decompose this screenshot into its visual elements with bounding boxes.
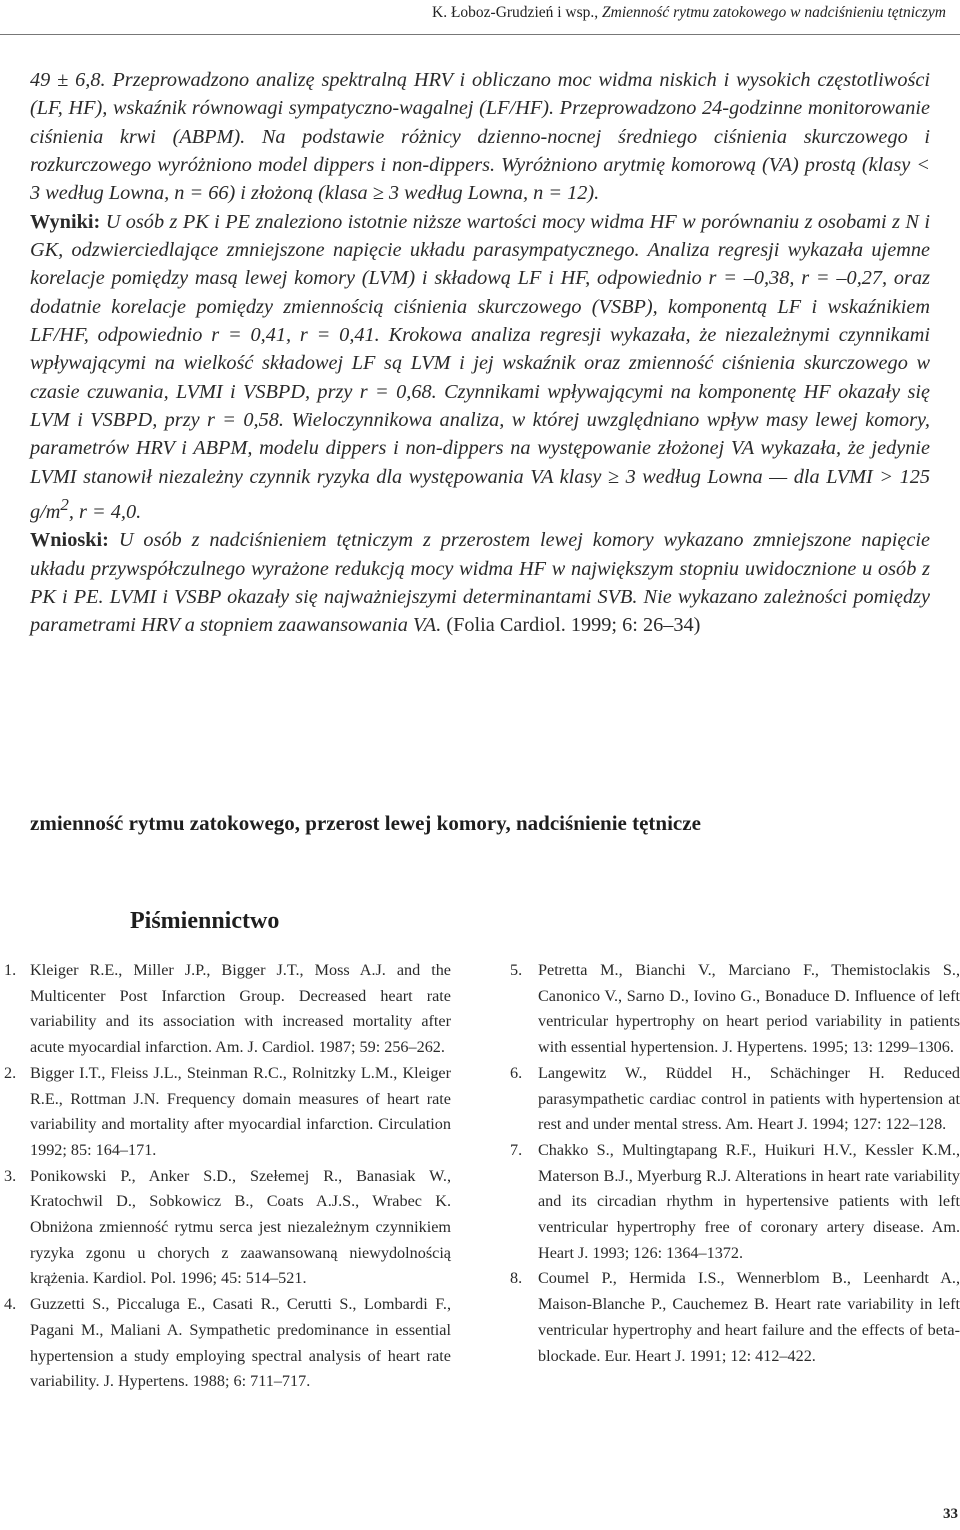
keywords: zmienność rytmu zatokowego, przerost lewej komory, nadciśnienie tętnicze [30,811,701,835]
results-label: Wyniki: [30,210,101,233]
reference-item [510,1138,960,1267]
references-left-column [0,958,451,1395]
reference-text: Kleiger R.E., Miller J.P., Bigger J.T., Moss A.J. and the Multicenter Post Infarction Group. Decreased heart rate variability and its association with increased mortality after acute myocardial infarction. Am. J. Cardiol. 1987; 59: 256–262. [30,961,451,1057]
results-end: , r = 4,0. [68,500,142,523]
reference-item [0,1292,451,1395]
reference-text: Ponikowski P., Anker S.D., Szełemej R., Banasiak W., Kratochwil D., Sobkowicz B., Coats A.J.S., Wrabec K. Obniżona zmienność rytmu serca jest niezależnym czynnikiem ryzyka zgonu u chorych z zaawansowaną niewydolnością krążenia. Kardiol. Pol. 1996; 45: 514–521. [30,1166,451,1288]
reference-text: Petretta M., Bianchi V., Marciano F., Themistoclakis S., Canonico V., Sarno D., Iovino G., Bonaduce D. Influence of left ventricular hypertrophy on heart period variability in patients with essential hypertension. J. Hypertens. 1995; 13: 1299–1306. [538,961,960,1057]
reference-number: 8. [510,1269,523,1288]
citation: (Folia Cardiol. 1999; 6: 26–34) [441,614,701,637]
reference-item [510,958,960,1061]
running-head [432,4,946,22]
results-text: U osób z PK i PE znaleziono istotnie niższe wartości mocy widma HF w porównaniu z osobami z N i GK, odzwierciedlające zmniejszone napięcie układu parasympatycznego. Analiza regresji wykazała ujemne korelacje pomiędzy masą lewej komory (LVM) i składową LF i HF, odpowiednio r = –0,38, r = –0,27, oraz dodatnie korelacje pomiędzy zmiennością ciśnienia skurczowego (VSBP), komponentą LF i wskaźnikiem LF/HF, odpowiednio r = 0,41, r = 0,41. Krokowa analiza regresji wykazała, że niezależnymi czynnikami wpływającymi na wielkość składowej LF są LVM i jej wskaźnik oraz zmienność ciśnienia skurczowego w czasie czuwania, LVMI i VSBPD, przy r = 0,68. Czynnikami wpływającymi na komponentę HF okazały się LVM i VSBPD, przy r = 0,58. Wieloczynnikowa analiza, w której uwzględniano wpływ masy lewej komory, parametrów HRV i ABPM, modelu dippers i non-dippers na występowanie złożonej VA wykazała, że jedynie LVMI stanowił niezależny czynnik ryzyka dla występowania VA klasy ≥ 3 według Lowna — dla LVMI > 125 g/m [30,210,930,523]
running-head-authors: K. Łoboz-Grudzień i wsp., [432,4,603,21]
references-heading: Piśmiennictwo [130,908,280,934]
conclusions-label: Wnioski: [30,529,109,552]
reference-number: 5. [510,961,523,979]
reference-number: 2. [4,1063,17,1082]
reference-item [0,1164,451,1293]
reference-text: Chakko S., Multingtapang R.F., Huikuri H.V., Kessler K.M., Materson B.J., Myerburg R.J. Alterations in heart rate variability and its circadian rhythm in hypertensive patients with left ventricular hypertrophy free of coronary artery disease. Am. Heart J. 1993; 126: 1364–1372. [538,1140,960,1262]
results-superscript: 2 [60,495,69,515]
running-head-title: Zmienność rytmu zatokowego w nadciśnieniu tętniczym [602,4,946,21]
reference-text: Guzzetti S., Piccaluga E., Casati R., Cerutti S., Lombardi F., Pagani M., Maliani A. Sympathetic predominance in essential hypertension a study employing spectral analysis of heart rate variability. J. Hypertens. 1988; 6: 711–717. [30,1295,451,1391]
reference-text: Bigger I.T., Fleiss J.L., Steinman R.C., Rolnitzky L.M., Kleiger R.E., Rottman J.N. Frequency domain measures of heart rate variability and mortality after myocardial infarction. Circulation 1992; 85: 164–171. [30,1063,451,1159]
reference-number: 1. [4,961,17,979]
reference-item [510,1266,960,1369]
reference-number: 6. [510,1063,523,1082]
abstract [30,66,930,640]
reference-item [510,1061,960,1138]
reference-number: 4. [4,1295,17,1314]
reference-number: 7. [510,1140,523,1159]
conclusions-text: U osób z nadciśnieniem tętniczym z przerostem lewej komory wykazano zmniejszone napięcie układu przywspółczulnego wyrażone redukcją mocy widma HF w największym stopniu uwidocznione u osób z PK i PE. LVMI i VSBP okazały się najważniejszymi determinantami SVB. Nie wykazano zależności pomiędzy parametrami HRV a stopniem zaawansowania VA. [30,529,930,637]
reference-item [0,1061,451,1164]
header-rule [0,34,960,35]
reference-item [0,958,451,1061]
reference-number: 3. [4,1166,17,1185]
reference-text: Coumel P., Hermida I.S., Wennerblom B., Leenhardt A., Maison-Blanche P., Cauchemez B. Heart rate variability in left ventricular hypertrophy and heart failure and the effects of beta-blockade. Eur. Heart J. 1991; 12: 412–422. [538,1269,960,1365]
abstract-methods: 49 ± 6,8. Przeprowadzono analizę spektralną HRV i obliczano moc widma niskich i wysokich częstotliwości (LF, HF), wskaźnik równowagi sympatyczno-wagalnej (LF/HF). Przeprowadzono 24-godzinne monitorowanie ciśnienia krwi (ABPM). Na podstawie różnicy dzienno-nocnej średniego ciśnienia skurczowego i rozkurczowego wyróżniono model dippers i non-dippers. Wyróżniono arytmię komorową (VA) prostą (klasy < 3 według Lowna, n = 66) i złożoną (klasa ≥ 3 według Lowna, n = 12). [30,69,930,205]
page-number: 33 [943,1506,958,1522]
reference-text: Langewitz W., Rüddel H., Schächinger H. Reduced parasympathetic cardiac control in patients with hypertension at rest and under mental stress. Am. Heart J. 1994; 127: 122–128. [538,1063,960,1134]
references-right-column [510,958,960,1369]
